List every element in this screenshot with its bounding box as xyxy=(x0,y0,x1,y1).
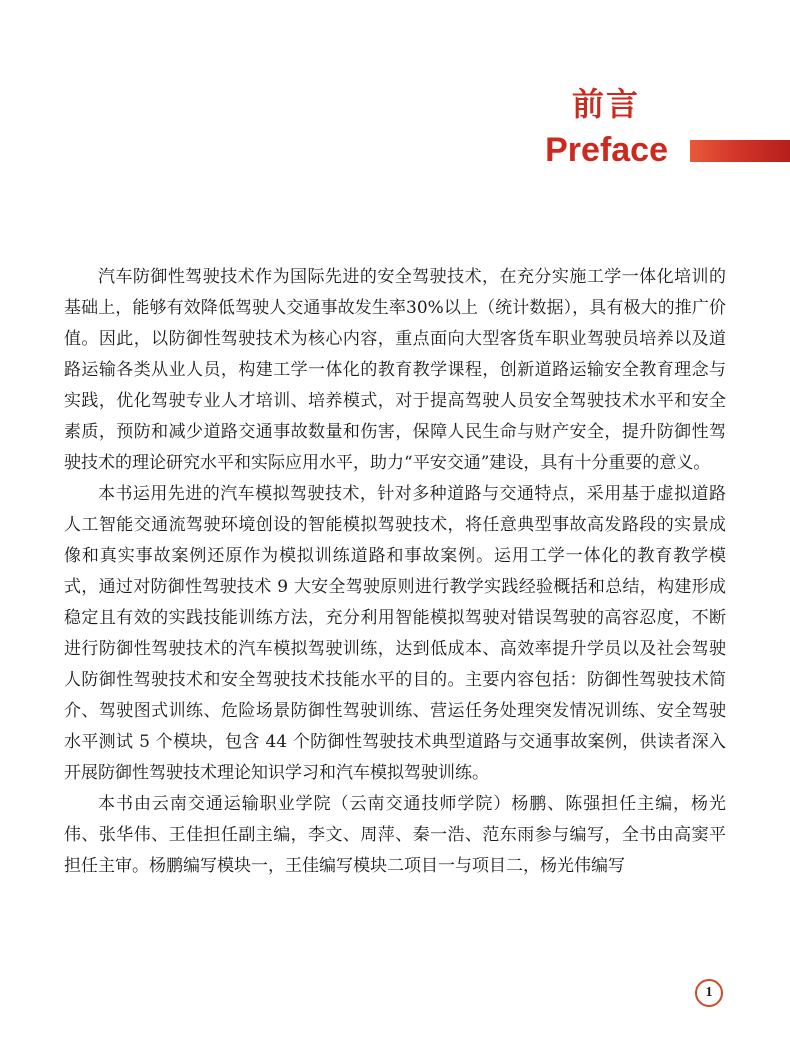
paragraph-3: 本书由云南交通运输职业学院（云南交通技师学院）杨鹏、陈强担任主编，杨光伟、张华伟、王佳担任副主编，李文、周萍、秦一浩、范东雨参与编写，全书由高窦平担任主审。杨鹏编写模块一，王佳编写模块二项目一与项目二，杨光伟编写 xyxy=(64,794,726,876)
title-english: Preface xyxy=(545,131,668,169)
page-header xyxy=(390,84,790,174)
preface-body xyxy=(64,262,726,882)
title-accent-bar xyxy=(690,140,790,162)
title-chinese: 前言 xyxy=(571,85,640,123)
page-number-badge: 1 xyxy=(695,979,723,1007)
paragraph-1: 汽车防御性驾驶技术作为国际先进的安全驾驶技术，在充分实施工学一体化培训的基础上，能够有效降低驾驶人交通事故发生率30%以上（统计数据），具有极大的推广价值。因此，以防御性驾驶技术为核心内容，重点面向大型客货车职业驾驶员培养以及道路运输各类从业人员，构建工学一体化的教育教学课程，创新道路运输安全教育理念与实践，优化驾驶专业人才培训、培养模式，对于提高驾驶人员安全驾驶技术水平和安全素质，预防和减少道路交通事故数量和伤害，保障人民生命与财产安全，提升防御性驾驶技术的理论研究水平和实际应用水平，助力“平安交通”建设，具有十分重要的意义。 xyxy=(64,267,726,473)
paragraph-2: 本书运用先进的汽车模拟驾驶技术，针对多种道路与交通特点，采用基于虚拟道路人工智能交通流驾驶环境创设的智能模拟驾驶技术，将任意典型事故高发路段的实景成像和真实事故案例还原作为模拟训练道路和事故案例。运用工学一体化的教育教学模式，通过对防御性驾驶技术 9 大安全驾驶原则进行教学实践经验概括和总结，构建形成稳定且有效的实践技能训练方法，充分利用智能模拟驾驶对错误驾驶的高容忍度，不断进行防御性驾驶技术的汽车模拟驾驶训练，达到低成本、高效率提升学员以及社会驾驶人防御性驾驶技术和安全驾驶技术技能水平的目的。主要内容包括：防御性驾驶技术简介、驾驶图式训练、危险场景防御性驾驶训练、营运任务处理突发情况训练、安全驾驶水平测试 5 个模块，包含 44 个防御性驾驶技术典型道路与交通事故案例，供读者深入开展防御性驾驶技术理论知识学习和汽车模拟驾驶训练。 xyxy=(64,484,726,783)
